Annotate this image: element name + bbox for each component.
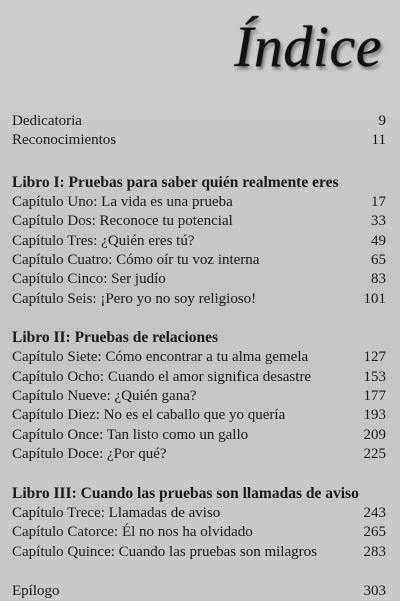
toc-entry [12, 368, 386, 387]
toc-entry-page: 243 [363, 504, 386, 521]
toc-entry [12, 426, 386, 445]
toc-entry-label: Capítulo Once: Tan listo como un gallo [12, 426, 249, 443]
book-title: Libro II: Pruebas de relaciones [12, 329, 219, 347]
toc-entry-label: Capítulo Nueve: ¿Quién gana? [12, 388, 197, 405]
book-section-2 [12, 328, 386, 464]
toc-entry [12, 523, 386, 542]
toc-entry-label: Capítulo Uno: La vida es una prueba [12, 193, 233, 210]
toc-entry [12, 348, 386, 367]
toc-entry [12, 193, 386, 212]
toc-entry-label: Capítulo Cuatro: Cómo oír tu voz interna [12, 252, 260, 269]
toc-entry-page: 153 [363, 368, 386, 385]
toc-entry-page: 303 [363, 582, 386, 599]
toc-entry-label: Capítulo Dos: Reconoce tu potencial [12, 213, 233, 230]
toc-entry-page: 283 [363, 543, 386, 560]
book-title: Libro III: Cuando las pruebas son llamadas de aviso [12, 484, 359, 502]
toc-entry [12, 270, 386, 289]
toc-entry-page: 49 [371, 232, 386, 249]
toc-entry-label: Capítulo Trece: Llamadas de aviso [12, 504, 221, 521]
toc-entry-reconocimientos [12, 131, 386, 150]
toc-entry [12, 504, 386, 523]
toc-entry [12, 232, 386, 251]
toc-entry-epilogo [12, 582, 386, 601]
toc-entry-page: 9 [378, 113, 386, 129]
toc-entry-page: 11 [371, 132, 386, 149]
toc-entry-label: Capítulo Diez: No es el caballo que yo quería [12, 407, 286, 424]
toc-entry-page: 127 [363, 349, 386, 366]
toc-entry-page: 65 [371, 252, 386, 269]
toc-entry-label: Capítulo Catorce: Él no nos ha olvidado [12, 524, 253, 541]
toc-entry-label: Capítulo Cinco: Ser judío [12, 271, 166, 288]
toc-entry-label: Capítulo Ocho: Cuando el amor significa desastre [12, 368, 312, 385]
toc-entry-page: 225 [363, 446, 386, 463]
toc-entry-label: Dedicatoria [12, 113, 82, 129]
table-of-contents [12, 112, 386, 601]
toc-entry-page: 265 [363, 524, 386, 541]
book-section-1 [12, 173, 386, 309]
toc-entry-label: Capítulo Siete: Cómo encontrar a tu alma gemela [12, 349, 309, 366]
toc-entry-page: 101 [363, 290, 386, 307]
toc-entry-page: 17 [371, 193, 386, 210]
toc-entry [12, 406, 386, 425]
toc-entry [12, 543, 386, 562]
toc-entry-label: Reconocimientos [12, 132, 117, 149]
toc-entry [12, 445, 386, 464]
toc-entry-label: Epílogo [12, 582, 60, 599]
toc-entry-label: Capítulo Quince: Cuando las pruebas son milagros [12, 543, 317, 560]
spacer [12, 309, 386, 328]
page-title: Índice [234, 14, 382, 79]
toc-entry-label: Capítulo Tres: ¿Quién eres tú? [12, 232, 195, 249]
spacer [12, 151, 386, 173]
toc-entry-label: Capítulo Doce: ¿Por qué? [12, 446, 167, 463]
toc-entry-label: Capítulo Seis: ¡Pero yo no soy religioso! [12, 290, 257, 307]
toc-entry-page: 33 [371, 213, 386, 230]
toc-entry-page: 193 [363, 407, 386, 424]
book-section-3 [12, 484, 386, 562]
toc-entry [12, 251, 386, 270]
toc-entry-page: 209 [363, 426, 386, 443]
toc-entry-page: 177 [363, 388, 386, 405]
book-title: Libro I: Pruebas para saber quién realmente eres [12, 173, 339, 191]
spacer [12, 562, 386, 582]
toc-entry [12, 290, 386, 309]
toc-entry-page: 83 [371, 271, 386, 288]
toc-entry [12, 387, 386, 406]
toc-entry [12, 212, 386, 231]
toc-entry-dedicatoria [12, 112, 386, 131]
spacer [12, 465, 386, 484]
